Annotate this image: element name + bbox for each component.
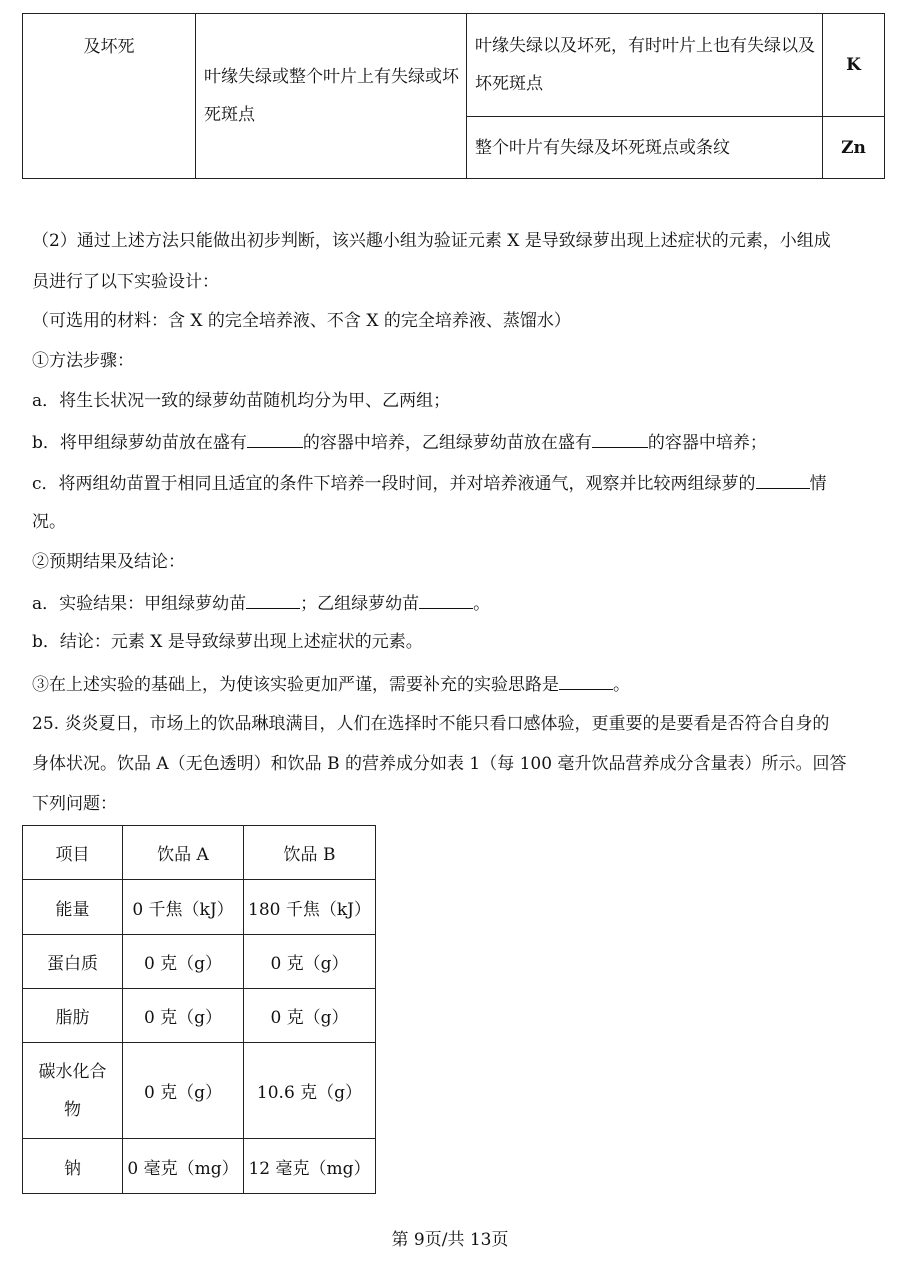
answer-blank[interactable] bbox=[419, 592, 473, 609]
text-span: a．实验结果：甲组绿萝幼苗 bbox=[32, 594, 247, 614]
table-cell: 0 克（g） bbox=[123, 989, 244, 1043]
result-line: b．结论：元素 X 是导致绿萝出现上述症状的元素。 bbox=[32, 632, 423, 652]
table-row bbox=[23, 1043, 376, 1139]
section-heading: ①方法步骤： bbox=[32, 351, 134, 371]
question-line: 下列问题： bbox=[32, 794, 117, 814]
section-heading: ②预期结果及结论： bbox=[32, 552, 185, 572]
text-span: c．将两组幼苗置于相同且适宜的条件下培养一段时间，并对培养液通气，观察并比较两组绿萝的 bbox=[32, 474, 756, 494]
deficiency-table bbox=[22, 13, 885, 179]
text-span: b．将甲组绿萝幼苗放在盛有 bbox=[32, 433, 247, 453]
nutrition-table bbox=[22, 825, 376, 1194]
text-span: 。 bbox=[613, 675, 630, 695]
paragraph-line: 员进行了以下实验设计： bbox=[32, 272, 219, 292]
table-cell: 0 千焦（kJ） bbox=[123, 880, 244, 935]
table-cell bbox=[467, 14, 823, 117]
text-span: 的容器中培养； bbox=[647, 433, 767, 453]
table-cell: 碳水化合物 bbox=[23, 1043, 123, 1139]
paragraph-line: （2）通过上述方法只能做出初步判断，该兴趣小组为验证元素 X 是导致绿萝出现上述症状的元素，小组成 bbox=[32, 231, 831, 251]
table-cell: 0 克（g） bbox=[123, 935, 244, 989]
page-footer: 第 9页/共 13页 bbox=[391, 1230, 509, 1250]
table-row bbox=[23, 989, 376, 1043]
table-cell: 能量 bbox=[23, 880, 123, 935]
answer-blank[interactable] bbox=[559, 673, 613, 690]
table-row bbox=[23, 880, 376, 935]
cell-text: 及坏死 bbox=[83, 37, 135, 57]
step-line: 况。 bbox=[32, 512, 66, 532]
cell-text: 叶缘失绿或整个叶片上有失绿或坏死斑点 bbox=[204, 67, 459, 125]
text-span: 情 bbox=[809, 474, 827, 494]
text-span: ③在上述实验的基础上，为使该实验更加严谨，需要补充的实验思路是 bbox=[32, 675, 559, 695]
table-cell bbox=[823, 117, 885, 179]
table-row bbox=[23, 1139, 376, 1194]
table-cell bbox=[823, 14, 885, 117]
paragraph-line: （可选用的材料：含 X 的完全培养液、不含 X 的完全培养液、蒸馏水） bbox=[32, 311, 571, 331]
question-line bbox=[32, 673, 630, 695]
cell-text: Zn bbox=[841, 137, 866, 158]
table-cell: 钠 bbox=[23, 1139, 123, 1194]
step-line bbox=[32, 431, 767, 453]
header-cell: 饮品 A bbox=[123, 826, 244, 880]
answer-blank[interactable] bbox=[592, 431, 648, 448]
table-cell: 12 毫克（mg） bbox=[244, 1139, 376, 1194]
table-cell: 10.6 克（g） bbox=[244, 1043, 376, 1139]
table-cell: 脂肪 bbox=[23, 989, 123, 1043]
table-cell bbox=[467, 117, 823, 179]
text-span: ；乙组绿萝幼苗 bbox=[300, 594, 420, 614]
result-line bbox=[32, 592, 490, 614]
cell-text: 叶缘失绿以及坏死，有时叶片上也有失绿以及坏死斑点 bbox=[475, 36, 815, 94]
cell-text: K bbox=[846, 55, 861, 75]
question-line: 25. 炎炎夏日，市场上的饮品琳琅满目，人们在选择时不能只看口感体验，更重要的是要看是否符合自身的 bbox=[32, 714, 830, 734]
question-line: 身体状况。饮品 A（无色透明）和饮品 B 的营养成分如表 1（每 100 毫升饮品营养成分含量表）所示。回答 bbox=[32, 754, 847, 774]
table-cell: 180 千焦（kJ） bbox=[244, 880, 376, 935]
table-cell: 0 克（g） bbox=[123, 1043, 244, 1139]
header-cell: 饮品 B bbox=[244, 826, 376, 880]
header-cell: 项目 bbox=[23, 826, 123, 880]
step-line bbox=[32, 472, 827, 494]
table-cell bbox=[23, 14, 196, 179]
answer-blank[interactable] bbox=[247, 431, 303, 448]
table-row bbox=[23, 935, 376, 989]
table-cell: 0 毫克（mg） bbox=[123, 1139, 244, 1194]
text-span: 的容器中培养，乙组绿萝幼苗放在盛有 bbox=[302, 433, 592, 453]
table-cell: 蛋白质 bbox=[23, 935, 123, 989]
answer-blank[interactable] bbox=[756, 472, 810, 489]
step-line: a．将生长状况一致的绿萝幼苗随机均分为甲、乙两组； bbox=[32, 391, 451, 411]
table-cell: 0 克（g） bbox=[244, 935, 376, 989]
table-header-row bbox=[23, 826, 376, 880]
cell-text: 整个叶片有失绿及坏死斑点或条纹 bbox=[475, 137, 730, 158]
table-cell: 0 克（g） bbox=[244, 989, 376, 1043]
answer-blank[interactable] bbox=[246, 592, 300, 609]
table-cell bbox=[196, 14, 467, 179]
text-span: 。 bbox=[473, 594, 491, 614]
